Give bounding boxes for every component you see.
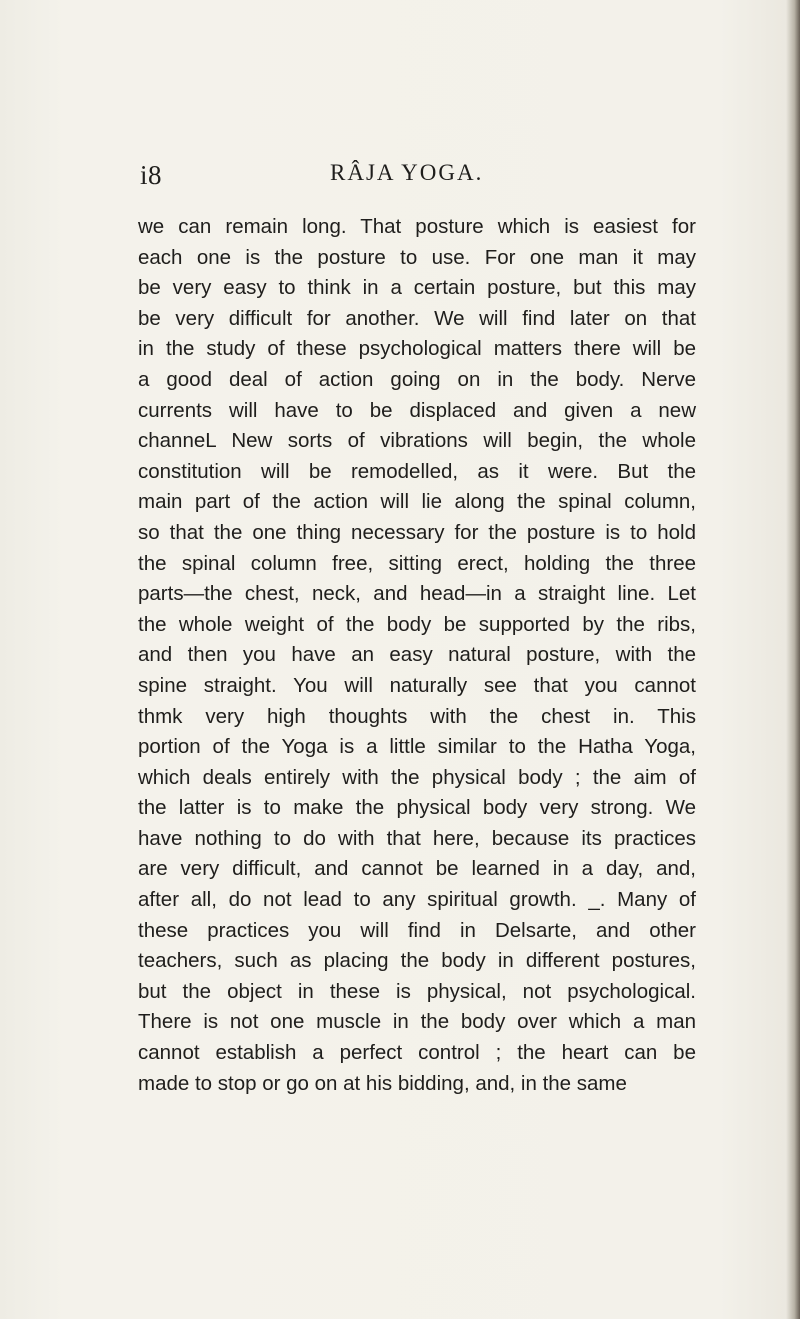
body-text: [138, 212, 696, 1099]
text-line: in the study of these psychological matters there will be: [138, 337, 696, 361]
text-line: channeL New sorts of vibrations will begin, the whole: [138, 429, 696, 453]
page-edge-shadow: [786, 0, 800, 1319]
text-line: teachers, such as placing the body in different postures,: [138, 949, 696, 973]
text-line: are very difficult, and cannot be learned in a day, and,: [138, 857, 696, 881]
text-line: parts—the chest, neck, and head—in a straight line. Let: [138, 582, 696, 606]
text-line: made to stop or go on at his bidding, and, in the same: [138, 1071, 627, 1095]
text-line: main part of the action will lie along the spinal column,: [138, 490, 696, 514]
text-line: the whole weight of the body be supported by the ribs,: [138, 612, 696, 636]
text-line: these practices you will find in Delsarte, and other: [138, 918, 696, 942]
text-line: be very difficult for another. We will find later on that: [138, 306, 696, 330]
text-line: spine straight. You will naturally see that you cannot: [138, 673, 696, 697]
text-line: but the object in these is physical, not psychological.: [138, 979, 696, 1003]
text-line: and then you have an easy natural posture, with the: [138, 643, 696, 667]
text-line: so that the one thing necessary for the posture is to hold: [138, 520, 696, 544]
text-line: portion of the Yoga is a little similar to the Hatha Yoga,: [138, 735, 696, 759]
text-line: which deals entirely with the physical body ; the aim of: [138, 765, 696, 789]
page-number: i8: [140, 160, 163, 190]
text-line: have nothing to do with that here, because its practices: [138, 826, 696, 850]
text-line: each one is the posture to use. For one man it may: [138, 245, 696, 269]
text-line: after all, do not lead to any spiritual growth. _. Many of: [138, 888, 696, 912]
text-line: the spinal column free, sitting erect, holding the three: [138, 551, 696, 575]
text-line: There is not one muscle in the body over which a man: [138, 1010, 696, 1034]
page-header: [140, 160, 696, 200]
running-title: RÂJA YOGA.: [330, 160, 484, 185]
text-line: cannot establish a perfect control ; the heart can be: [138, 1041, 696, 1065]
text-line: thmk very high thoughts with the chest in. This: [138, 704, 696, 728]
text-line: currents will have to be displaced and given a new: [138, 398, 696, 422]
text-line: a good deal of action going on in the body. Nerve: [138, 367, 696, 391]
text-line: be very easy to think in a certain posture, but this may: [138, 276, 696, 300]
text-line: we can remain long. That posture which is easiest for: [138, 215, 696, 238]
text-line: the latter is to make the physical body very strong. We: [138, 796, 696, 820]
text-line: constitution will be remodelled, as it were. But the: [138, 459, 696, 483]
